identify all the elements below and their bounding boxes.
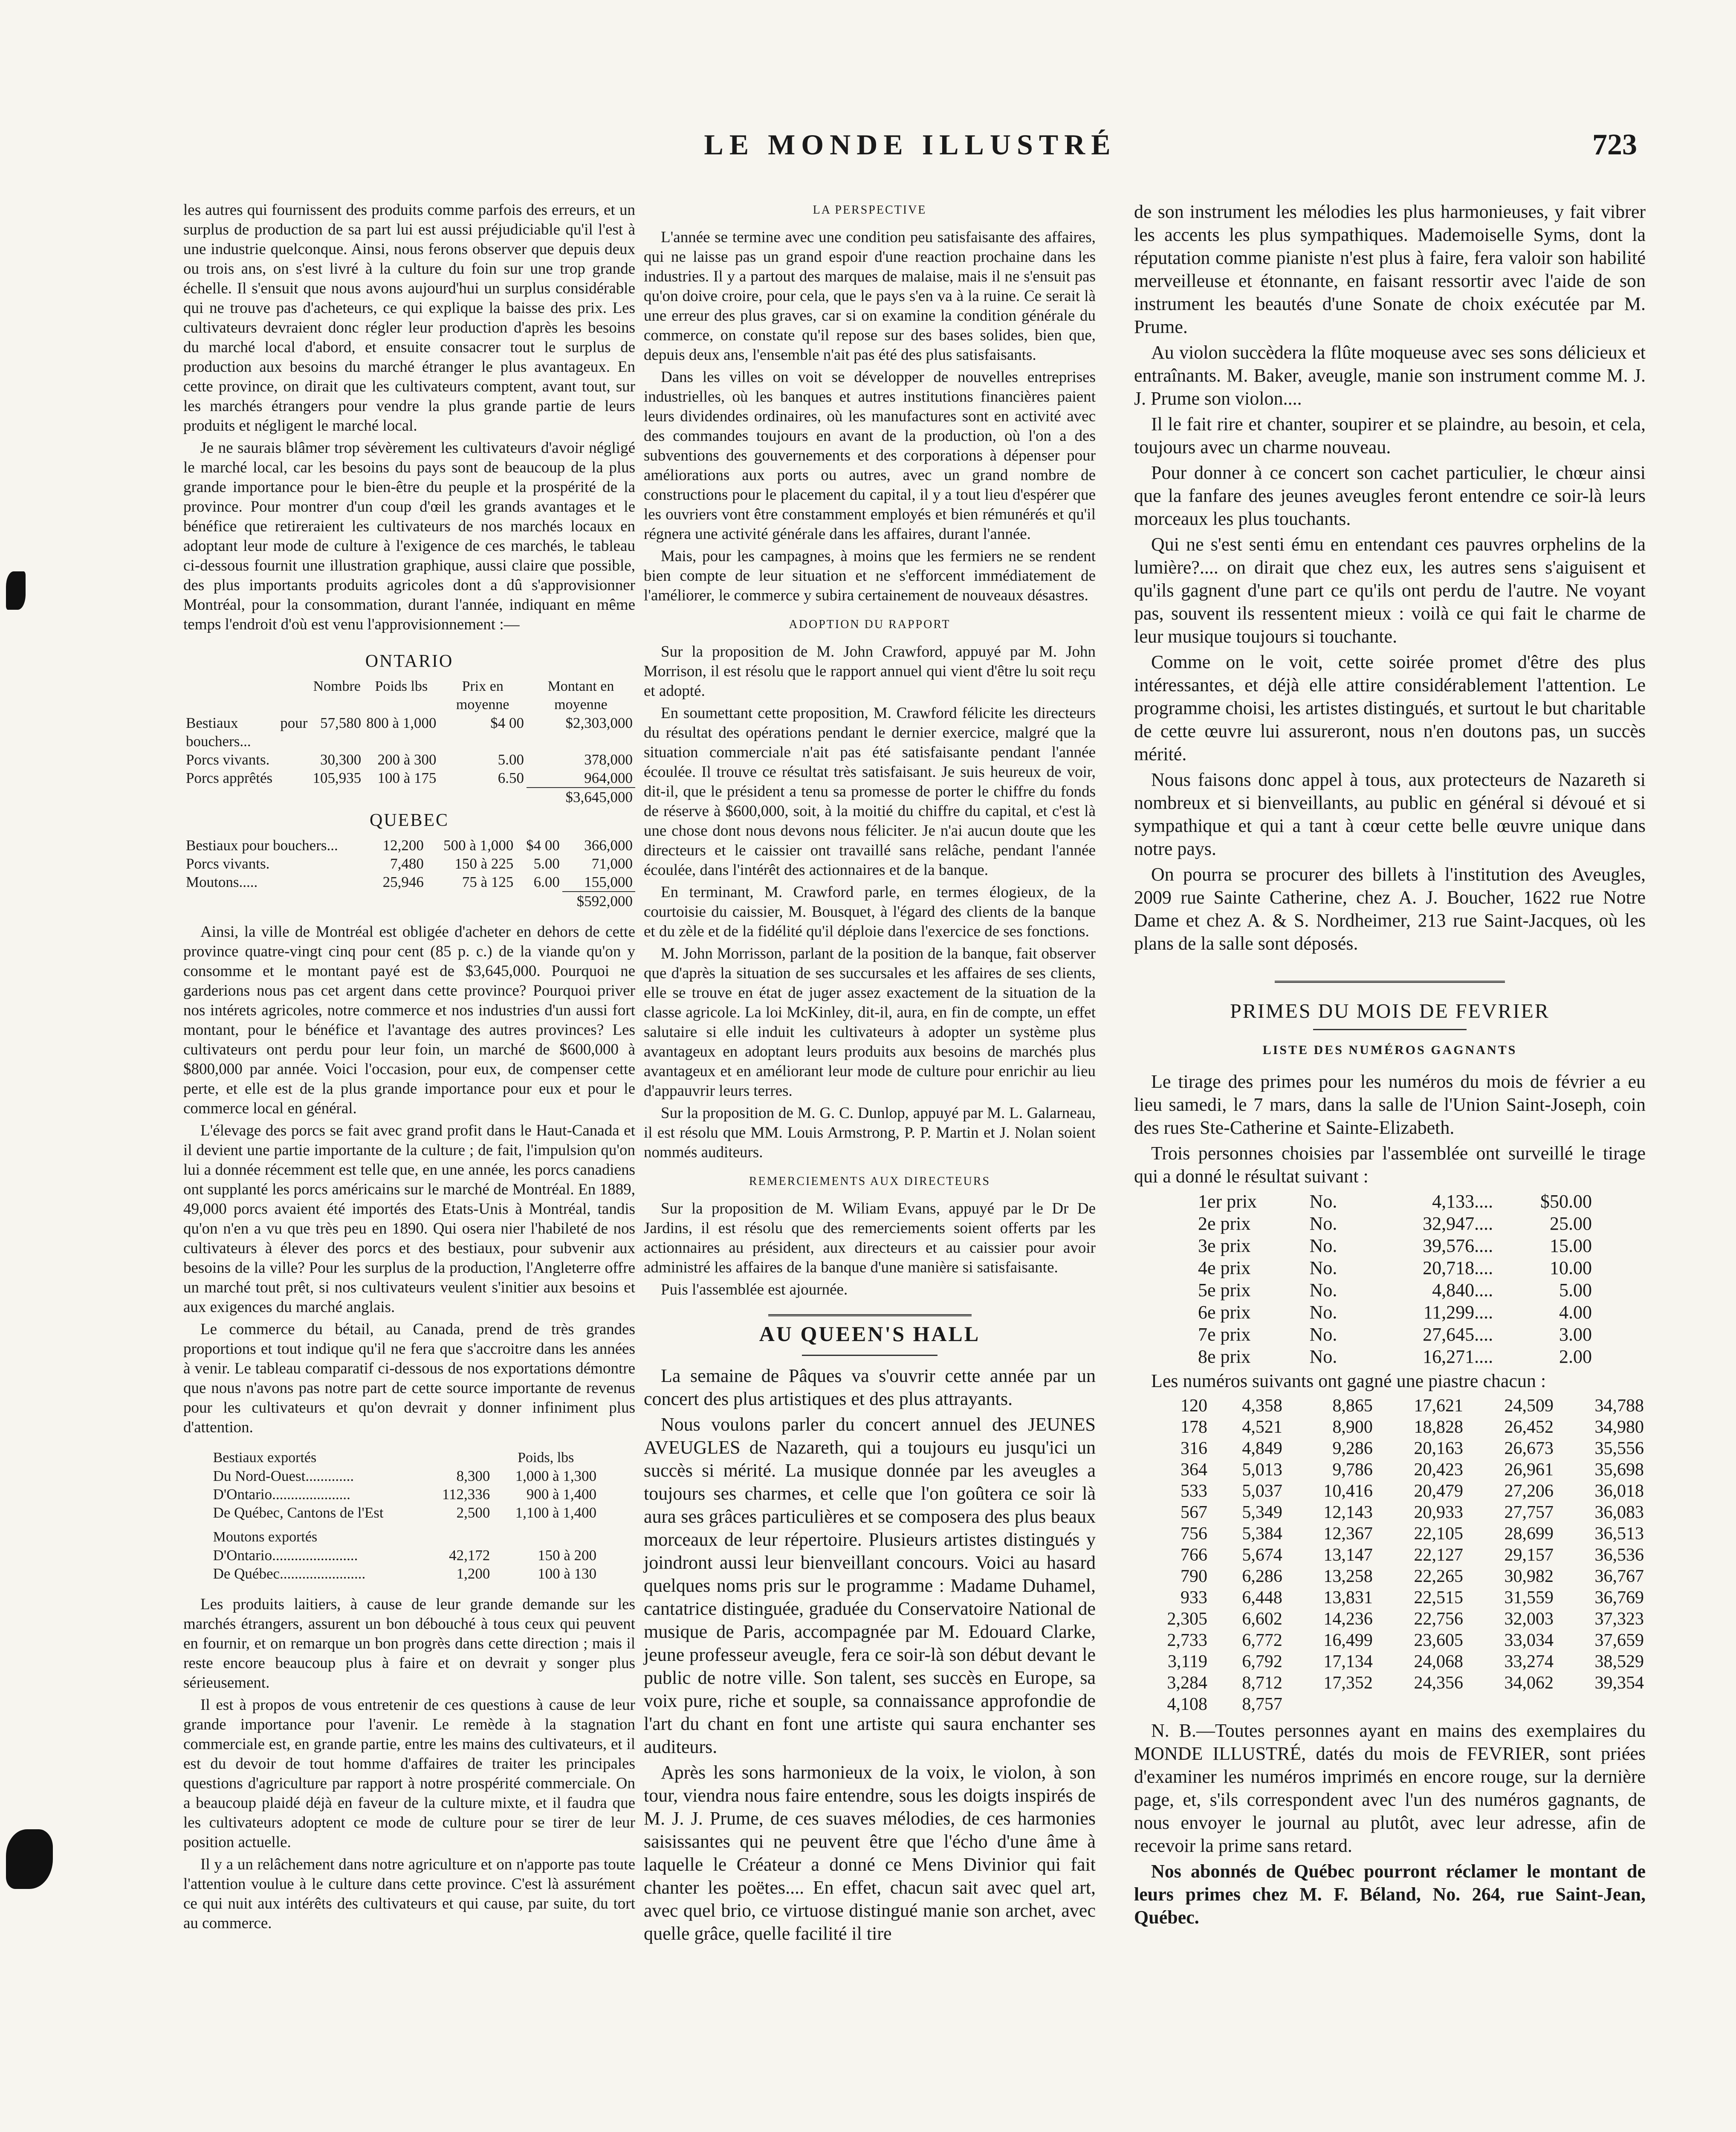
table-cell: 22,265	[1414, 1567, 1463, 1586]
table-cell: 39,576....	[1423, 1235, 1493, 1256]
table-cell: 5,013	[1242, 1460, 1282, 1480]
table-row	[1195, 1324, 1594, 1346]
paragraph: N. B.—Toutes personnes ayant en mains des exemplaires du MONDE ILLUSTRÉ, datés du mois de FEVRIER, sont priées d'examiner les numéros imprimés en encore rouge, sur la dernière page, et, s'ils correspondent avec l'un des numéros gagnants, de nous envoyer le journal au plutôt, avec leur adresse, afin de recevoir la prime sans retard.	[1134, 1720, 1646, 1856]
table-cell: 1er prix	[1198, 1191, 1257, 1212]
table-cell: 10.00	[1550, 1257, 1592, 1278]
page-header	[183, 128, 1637, 171]
table-header: Poids, lbs	[518, 1450, 574, 1466]
table-cell: 34,788	[1594, 1396, 1644, 1416]
section-divider	[1275, 981, 1505, 983]
table-cell: $4 00	[490, 715, 524, 731]
table-cell: Porcs apprêtés	[186, 770, 273, 786]
table-cell: 800 à 1,000	[366, 715, 437, 731]
paragraph: Nous voulons parler du concert annuel des JEUNES AVEUGLES de Nazareth, qui a toujours eu jusqu'ici un succès si mérité. La musique donnée par les aveugles a toujours ses charmes, et celle que l'on goûtera ce soir là aura ses grâces particulières et se composera des plus beaux morceaux de leur répertoire. Plusieurs artistes distingués y joindront aussi leur bienveillant concours. Voici au hasard quelques noms pris sur le programme : Madame Duhamel, cantatrice distinguée, graduée du Conservatoire National de musique de Paris, accompagnée par M. Edouard Clarke, jeune professeur aveugle, fera ce soir-là son début devant le public de notre ville. Son talent, ses succès en Europe, sa voix pure, riche et souple, sa connaissance approfondie de l'art du chant en font une artiste qui saura enchanter ses auditeurs.	[644, 1414, 1096, 1757]
table-cell: 790	[1180, 1567, 1207, 1586]
table-cell: 105,935	[312, 770, 362, 786]
table-row	[1134, 1544, 1646, 1566]
table-cell: Moutons.....	[186, 874, 258, 890]
table-cell: 7,480	[390, 855, 424, 872]
table-header: Prix en moyenne	[456, 678, 509, 713]
table-cell: 2,733	[1167, 1631, 1207, 1650]
table-header: Poids lbs	[375, 678, 428, 694]
section-divider	[768, 1314, 972, 1316]
table-cell: 8,712	[1242, 1673, 1282, 1693]
table-cell: $50.00	[1540, 1191, 1592, 1212]
paragraph: Au violon succèdera la flûte moqueuse avec ses sons délicieux et entraînants. M. Baker, aveugle, manie son instrument comme M. J. J. Prume son violon....	[1134, 342, 1646, 409]
table-cell: 178	[1180, 1417, 1207, 1437]
table-row-total	[183, 892, 635, 910]
table-cell: 37,659	[1594, 1631, 1644, 1650]
paragraph: L'année se termine avec une condition peu satisfaisante des affaires, qui ne laisse pas un grand espoir d'une reaction prochaine dans les industries. Il y a partout des marques de malaise, mais il ne s'ensuit pas qu'on doive croire, pour cela, que le pays s'en va à la ruine. Ce serait là une erreur des plus graves, car si on examine la condition générale du commerce, on constate qu'il repose sur des bases solides, bien que, depuis deux ans, l'ensemble n'ait pas été des plus satisfaisants.	[644, 229, 1096, 364]
table-cell: 24,509	[1504, 1396, 1554, 1416]
table-cell: 3e prix	[1198, 1235, 1251, 1256]
table-header	[183, 677, 310, 714]
table-cell: 38,529	[1594, 1652, 1644, 1671]
table-cell: 32,947....	[1423, 1213, 1493, 1234]
table-header: Montant en moyenne	[547, 678, 614, 713]
table-cell: 33,034	[1504, 1631, 1554, 1650]
paragraph: L'élevage des porcs se fait avec grand profit dans le Haut-Canada et il devient une partie importante de la culture ; de fait, l'impulsion qu'on lui a donnée récemment est telle que, en une année, les porcs canadiens ont supplanté les porcs américains sur le marché de Montréal. En 1889, 49,000 porcs avaient été importés des Etats-Unis à Montréal, tandis qu'on n'en a vu que très peu en 1890. Qui osera nier l'habileté de nos cultivateurs à élever des porcs et des bestiaux, pour subvenir aux besoins de la ville? Pour les surplus de la production, l'Angleterre offre un marché tout prêt, si nos cultivateurs veulent s'initier aux besoins et aux exigences du marché anglais.	[183, 1122, 635, 1316]
table-cell: 6,602	[1242, 1609, 1282, 1629]
table-cell: 31,559	[1504, 1588, 1554, 1608]
table-cell: 500 à 1,000	[443, 837, 514, 854]
table-cell: 30,300	[320, 751, 362, 768]
table-cell: 4,108	[1167, 1695, 1207, 1714]
table-row	[183, 873, 635, 892]
paragraph: Comme on le voit, cette soirée promet d'être des plus intéressantes, et déjà elle attire considérablement l'attention. Le programme choisi, les artistes distingués, et surtout le but charitable de cette œuvre lui assureront, nous n'en doutons pas, un succès mérité.	[1134, 652, 1646, 765]
table-cell: 100 à 130	[538, 1565, 597, 1582]
table-cell: 8e prix	[1198, 1346, 1251, 1367]
table-cell: 20,718....	[1423, 1257, 1493, 1278]
paragraph: La semaine de Pâques va s'ouvrir cette année par un concert des plus artistiques et des plus attrayants.	[644, 1365, 1096, 1409]
paragraph: Trois personnes choisies par l'assemblée ont surveillé le tirage qui a donné le résultat suivant :	[1134, 1143, 1646, 1187]
table-cell: 20,423	[1414, 1460, 1463, 1480]
ink-blot-mark	[6, 571, 26, 610]
table-cell: 4,133....	[1432, 1191, 1493, 1212]
table-row	[1195, 1346, 1594, 1368]
table-cell: 364	[1180, 1460, 1207, 1480]
paragraph: Sur la proposition de M. John Crawford, appuyé par M. John Morrison, il est résolu que le rapport annuel qui vient d'être lu soit reçu et adopté.	[644, 643, 1096, 700]
table-row	[1195, 1213, 1594, 1235]
table-cell: 2e prix	[1198, 1213, 1251, 1234]
table-row	[183, 836, 635, 855]
table-cell: 4,840....	[1432, 1280, 1493, 1301]
table-row	[1134, 1608, 1646, 1630]
paragraph: On pourra se procurer des billets à l'institution des Aveugles, 2009 rue Sainte Catherine, chez A. J. Boucher, 1622 rue Notre Dame et chez A. & S. Nordheimer, 213 rue Saint-Jacques, où les plans de la salle sont déposés.	[1134, 864, 1646, 954]
table-cell: 36,513	[1594, 1524, 1644, 1544]
table-row-total	[183, 788, 635, 806]
table-cell: 36,536	[1594, 1545, 1644, 1565]
table-row	[211, 1485, 599, 1503]
table-cell: 4.00	[1559, 1302, 1592, 1323]
table-cell: 5.00	[533, 855, 560, 872]
table-cell: No.	[1309, 1191, 1337, 1212]
table-cell: 12,143	[1323, 1503, 1373, 1522]
table-cell: 17,621	[1414, 1396, 1463, 1416]
table-cell: 11,299....	[1423, 1302, 1493, 1323]
table-cell: No.	[1309, 1257, 1337, 1278]
table-row	[211, 1564, 599, 1583]
table-cell: 26,452	[1504, 1417, 1554, 1437]
table-cell: 57,580	[320, 715, 362, 731]
table-title-ontario: ONTARIO	[365, 652, 454, 671]
table-cell: 766	[1180, 1545, 1207, 1565]
section-heading: ADOPTION DU RAPPORT	[789, 618, 951, 631]
table-cell: 2.00	[1559, 1346, 1592, 1367]
paragraph: Sur la proposition de M. Wiliam Evans, appuyé par le Dr De Jardins, il est résolu que des remerciements soient offerts par les actionnaires au président, aux directeurs et au caissier pour avoir administré les affaires de la banque d'une manière si satisfaisante.	[644, 1200, 1096, 1276]
table-row	[1195, 1257, 1594, 1279]
table-row	[211, 1546, 599, 1564]
table-row	[1195, 1301, 1594, 1324]
table-cell: 20,479	[1414, 1481, 1463, 1501]
table-cell: 22,105	[1414, 1524, 1463, 1544]
paragraph: Mais, pour les campagnes, à moins que les fermiers ne se rendent bien compte de leur situation et ne s'efforcent immédiatement de l'améliorer, le commerce y subira certainement de nouveaux désastres.	[644, 547, 1096, 604]
paragraph: Le commerce du bétail, au Canada, prend de très grandes proportions et tout indique qu'il ne fera que s'accroitre dans les années à venir. Le tableau comparatif ci-dessous de nos exportations démontre que nous n'avons pas notre part de cette source importante de revenus pour les cultivateurs et qu'on devrait y donner infiniment plus d'attention.	[183, 1321, 635, 1436]
table-cell: No.	[1309, 1302, 1337, 1323]
table-cell: 16,271....	[1423, 1346, 1493, 1367]
table-row	[1134, 1630, 1646, 1651]
table-cell: No.	[1309, 1346, 1337, 1367]
table-row	[1195, 1235, 1594, 1257]
table-cell: 155,000	[584, 874, 633, 890]
table-cell: 8,757	[1242, 1695, 1282, 1714]
table-cell: 2,305	[1167, 1609, 1207, 1629]
table-cell: De Québec.......................	[213, 1565, 366, 1582]
table-cell: 900 à 1,400	[526, 1486, 597, 1503]
table-cell: 34,980	[1594, 1417, 1644, 1437]
table-row	[183, 750, 635, 769]
table-cell: 25.00	[1550, 1213, 1592, 1234]
table-cell: $4 00	[526, 837, 560, 854]
table-cell: 4,521	[1242, 1417, 1282, 1437]
table-cell: 27,757	[1504, 1503, 1554, 1522]
table-cell: 933	[1180, 1588, 1207, 1608]
table-cell: 36,769	[1594, 1588, 1644, 1608]
table-row	[1134, 1459, 1646, 1480]
paragraph: Nos abonnés de Québec pourront réclamer le montant de leurs primes chez M. F. Béland, No. 264, rue Saint-Jean, Québec.	[1134, 1861, 1646, 1928]
ink-blot-mark	[6, 1829, 53, 1889]
paragraph: Il y a un relâchement dans notre agriculture et on n'apporte pas toute l'attention voulue à le culture dans cette province. C'est là assurément ce qui nuit aux intérêts des cultivateurs et qui cause, par suite, du tort au commerce.	[183, 1856, 635, 1932]
table-cell: 36,767	[1594, 1567, 1644, 1586]
table-cell: 4e prix	[1198, 1257, 1251, 1278]
table-row	[1134, 1672, 1646, 1694]
paragraph: Dans les villes on voit se développer de nouvelles entreprises industrielles, où les banques et autres institutions financières paient leurs dividendes ordinaires, où les manufactures sont en activité avec des commandes toujours en avant de la production, où l'on a des subventions des gouvernements et des corporations à dépenser pour améliorations aux ports ou autres, avec un grand nombre de constructions pour le placement du capital, il y a tout lieu d'espérer que les ouvriers vont être constamment employés et bien rémunérés et qu'il régnera une activité générale dans les affaires, durant l'année.	[644, 368, 1096, 543]
table-cell: 112,336	[442, 1486, 490, 1503]
paragraph: Je ne saurais blâmer trop sévèrement les cultivateurs d'avoir négligé le marché local, car les besoins du pays sont de beaucoup de la plus grande importance pour le bien-être du peuple et la prospérité de la province. Pour montrer d'un coup d'œil les grands avantages et le bénéfice que retireraient les cultivateurs de nos marchés locaux en adoptant leur mode de culture à l'exigence de ces marchés, le tableau ci-dessous fournit une illustration graphique, aussi claire que possible, des plus importants produits agricoles dont a dû s'approvisionner Montréal, pour la consommation, durant l'année, indiquant en même temps l'endroit d'où est venu l'approvisionnement :—	[183, 439, 635, 633]
table-cell: 24,356	[1414, 1673, 1463, 1693]
table-cell: 4,849	[1242, 1439, 1282, 1458]
table-cell: No.	[1309, 1213, 1337, 1234]
table-cell: 8,300	[456, 1468, 490, 1484]
table-row	[1134, 1417, 1646, 1438]
table-cell: 5,349	[1242, 1503, 1282, 1522]
table-cell: 13,831	[1323, 1588, 1373, 1608]
table-cell	[1465, 1694, 1555, 1715]
table-cell: 6,448	[1242, 1588, 1282, 1608]
table-cell: 6,286	[1242, 1567, 1282, 1586]
table-cell: 13,258	[1323, 1567, 1373, 1586]
paragraph: Il est à propos de vous entretenir de ces questions à cause de leur grande importance pour l'avenir. Le remède à la stagnation commerciale est, en grande partie, entre les mains des cultivateurs, et il est du devoir de tout homme d'affaires de traiter les principales questions d'agriculture par rapport à notre prospérité commerciale. On a beaucoup plaidé déjà en faveur de la culture mixte, et il faudra que les cultivateurs adoptent ce mode de culture pour se tirer de leur position actuelle.	[183, 1696, 635, 1851]
table-cell: 22,127	[1414, 1545, 1463, 1565]
table-cell: 20,933	[1414, 1503, 1463, 1522]
table-cell: 36,018	[1594, 1481, 1644, 1501]
paragraph: Sur la proposition de M. G. C. Dunlop, appuyé par M. L. Galarneau, il est résolu que MM. Louis Armstrong, P. P. Martin et J. Nolan soient nommés auditeurs.	[644, 1104, 1096, 1161]
table-cell: 9,786	[1332, 1460, 1373, 1480]
paragraph: les autres qui fournissent des produits comme parfois des erreurs, et un surplus de production de sa part lui est aussi préjudiciable qu'il l'est à une industrie quelconque. Ainsi, nous ferons observer que depuis deux ou trois ans, on s'est livré à la culture du foin sur une trop grande échelle. Il s'ensuit que nous avons aujourd'hui un surplus considérable qui ne trouve pas d'acheteurs, ce qui explique la baisse des prix. Les cultivateurs devraient donc régler leur production d'après les besoins du marché local d'abord, et ensuite consacrer tout le surplus de production aux besoins du marché étranger le plus avantageux. En cette province, on dirait que les cultivateurs comptent, avant tout, sur les marchés étrangers pour vendre la plus grande partie de leurs produits et négligent le marché local.	[183, 201, 635, 435]
paragraph: de son instrument les mélodies les plus harmonieuses, y fait vibrer les accents les plus sympathiques. Mademoiselle Syms, dont la réputation comme pianiste n'est plus à faire, fera valoir son habilité merveilleuse et étonnante, en faisant ressortir avec l'aide de son instrument les beautés d'une Sonate de choix exécutée par M. Prume.	[1134, 201, 1646, 337]
table-cell: 5e prix	[1198, 1280, 1251, 1301]
table-row	[1134, 1502, 1646, 1523]
table-cell: 75 à 125	[462, 874, 514, 890]
table-cell: 26,961	[1504, 1460, 1554, 1480]
table-cell: 9,286	[1332, 1439, 1373, 1458]
paragraph: Pour donner à ce concert son cachet particulier, le chœur ainsi que la fanfare des jeunes aveugles feront entendre ce soir-là leurs morceaux les plus touchants.	[1134, 462, 1646, 529]
table-row	[1134, 1587, 1646, 1608]
table-cell: 28,699	[1504, 1524, 1554, 1544]
table-cell: 30,982	[1504, 1567, 1554, 1586]
table-cell: 5.00	[498, 751, 524, 768]
table-row	[1134, 1566, 1646, 1587]
table-cell: 27,645....	[1423, 1324, 1493, 1345]
table-ontario	[183, 677, 635, 806]
table-cell: 15.00	[1550, 1235, 1592, 1256]
paragraph: M. John Morrisson, parlant de la position de la banque, fait observer que d'après la situation de ses succursales et les affaires de ses clients, elle se trouve en état de juger assez exactement de la situation de la classe agricole. La loi McKinley, dit-il, aura, en fin de compte, un effet salutaire si elle induit les cultivateurs à adopter un système plus avantageux en adoptant leurs produits aux besoins de marchés plus avantageux et en améliorant leur mode de culture pour enrichir au lieu d'appauvrir leurs terres.	[644, 945, 1096, 1100]
table-prizes	[1195, 1191, 1594, 1368]
table-cell: 1,100 à 1,400	[515, 1504, 597, 1521]
table-cell: 150 à 200	[538, 1547, 597, 1564]
table-cell: 964,000	[584, 770, 633, 786]
table-cell: 16,499	[1323, 1631, 1373, 1650]
table-cell: 533	[1180, 1481, 1207, 1501]
table-cell: 12,367	[1323, 1524, 1373, 1544]
table-cell: 32,003	[1504, 1609, 1554, 1629]
table-cell: Porcs vivants.	[186, 751, 270, 768]
table-cell: 1,000 à 1,300	[515, 1468, 597, 1484]
table-cell: 24,068	[1414, 1652, 1463, 1671]
table-cell: 17,352	[1323, 1673, 1373, 1693]
table-cell: 29,157	[1504, 1545, 1554, 1565]
table-cell: 3.00	[1559, 1324, 1592, 1345]
table-cell: 8,865	[1332, 1396, 1373, 1416]
table-cell: 27,206	[1504, 1481, 1554, 1501]
table-exports	[211, 1448, 599, 1583]
table-cell: 200 à 300	[377, 751, 437, 768]
paragraph: En soumettant cette proposition, M. Crawford félicite les directeurs du résultat des opérations pendant le dernier exercice, malgré que la situation commerciale n'ait pas été satisfaisante pendant l'année écoulée. Il trouve ce résultat très satisfaisant. Je suis heureux de voir, dit-il, que le président a tenu sa promesse de porter le chiffre du fonds de réserve à $600,000, soit, à la moitié du chiffre du capital, et c'est là une chose dont nous devons nous féliciter. Je n'ai aucun doute que les directeurs et le caissier ont travaillé sans relâche, pendant l'année écoulée, dans l'intérêt des actionnaires et de la banque.	[644, 704, 1096, 879]
table-row	[183, 855, 635, 873]
table-cell: 17,134	[1323, 1652, 1373, 1671]
table-cell: 120	[1180, 1396, 1207, 1416]
paragraph: Ainsi, la ville de Montréal est obligée d'acheter en dehors de cette province quatre-vingt cinq pour cent (85 p. c.) de la viande qu'on y consomme et le montant payé est de $3,645,000. Pourquoi ne garderions nous pas cet argent dans cette province? Pourquoi priver nos intérets agricoles, notre commerce et nos industries d'un aussi fort montant, pour le bénéfice et l'avantage des autres provinces? Les cultivateurs ont perdu pour leur foin, un marché de $600,000 à $800,000 par année. Voici l'occasion, pour eux, de compenser cette perte, et elle est de la plus grande importance pour eux et pour le commerce local en général.	[183, 923, 635, 1117]
table-cell: Porcs vivants.	[186, 855, 270, 872]
table-cell	[1374, 1694, 1465, 1715]
table-row	[1195, 1191, 1594, 1213]
table-cell: 71,000	[591, 855, 633, 872]
table-row	[1134, 1395, 1646, 1417]
table-cell: 1,200	[456, 1565, 490, 1582]
table-cell: No.	[1309, 1280, 1337, 1301]
table-row	[1134, 1651, 1646, 1672]
table-cell: 20,163	[1414, 1439, 1463, 1458]
table-row	[183, 714, 635, 750]
paragraph: Il le fait rire et chanter, soupirer et se plaindre, au besoin, et cela, toujours avec un charme nouveau.	[1134, 414, 1646, 458]
table-cell: 42,172	[449, 1547, 490, 1564]
paragraph: Puis l'assemblée est ajournée.	[661, 1281, 848, 1298]
table-cell: 6,772	[1242, 1631, 1282, 1650]
paragraph: Nous faisons donc appel à tous, aux protecteurs de Nazareth si nombreux et si bienveillants, au public en général si dévoué et si sympathique et qui a tant à cœur cette belle œuvre unique dans notre pays.	[1134, 769, 1646, 859]
table-cell: 25,946	[382, 874, 424, 890]
table-cell: 5.00	[1559, 1280, 1592, 1301]
table-total: $592,000	[562, 892, 635, 910]
table-cell: Bestiaux pour bouchers...	[186, 837, 338, 854]
table-row	[183, 769, 635, 788]
table-cell: 5,674	[1242, 1545, 1282, 1565]
table-cell: D'Ontario.......................	[213, 1547, 358, 1564]
table-cell: No.	[1309, 1235, 1337, 1256]
table-cell: 33,274	[1504, 1652, 1554, 1671]
paragraph: En terminant, M. Crawford parle, en termes élogieux, de la courtoisie du caissier, M. Bousquet, à l'égard des clients de la banque et du zèle et de la fidélité qu'il déploie dans l'exercice de ses fonctions.	[644, 884, 1096, 940]
table-cell: 150 à 225	[454, 855, 514, 872]
table-cell: 366,000	[584, 837, 633, 854]
paragraph: Les produits laitiers, à cause de leur grande demande sur les marchés étrangers, assurent un bon débouché à tous ceux qui peuvent en fournir, et on remarque un bon progrès dans cette direction ; mais il reste encore beaucoup plus à faire et on devrait y songer plus sérieusement.	[183, 1596, 635, 1692]
table-cell: 35,556	[1594, 1439, 1644, 1458]
table-header: Moutons exportés	[213, 1529, 318, 1545]
column-bank-report	[644, 200, 1096, 1948]
table-title-quebec: QUEBEC	[370, 811, 449, 830]
paragraph: Le tirage des primes pour les numéros du mois de février a eu lieu samedi, le 7 mars, dans la salle de l'Union Saint-Joseph, coin des rues Ste-Catherine et Sainte-Elizabeth.	[1134, 1071, 1646, 1138]
table-cell: 12,200	[382, 837, 424, 854]
table-cell: 18,828	[1414, 1417, 1463, 1437]
title-rule	[1313, 1029, 1467, 1030]
paragraph: Les numéros suivants ont gagné une piastre chacun :	[1151, 1370, 1546, 1391]
section-heading: LISTE DES NUMÉROS GAGNANTS	[1262, 1043, 1517, 1057]
table-cell: 756	[1180, 1524, 1207, 1544]
table-row	[1134, 1480, 1646, 1502]
table-cell: 567	[1180, 1503, 1207, 1522]
table-total: $3,645,000	[527, 788, 635, 806]
table-cell: 13,147	[1323, 1545, 1373, 1565]
table-quebec	[183, 836, 635, 910]
table-cell: 2,500	[456, 1504, 490, 1521]
table-cell: $2,303,000	[565, 715, 633, 731]
table-cell: 8,900	[1332, 1417, 1373, 1437]
table-cell: 6,792	[1242, 1652, 1282, 1671]
table-cell: 6.00	[533, 874, 560, 890]
table-header	[427, 1448, 493, 1467]
table-cell: 3,284	[1167, 1673, 1207, 1693]
table-cell: No.	[1309, 1324, 1337, 1345]
table-row	[211, 1503, 599, 1522]
table-cell: 22,515	[1414, 1588, 1463, 1608]
title-rule	[802, 1355, 937, 1356]
section-heading: LA PERSPECTIVE	[813, 203, 927, 217]
table-header: Bestiaux exportés	[213, 1450, 317, 1466]
table-cell: 35,698	[1594, 1460, 1644, 1480]
masthead: LE MONDE ILLUSTRÉ	[704, 128, 1117, 161]
table-cell	[1555, 1694, 1646, 1715]
table-cell	[1284, 1694, 1374, 1715]
table-cell: 14,236	[1323, 1609, 1373, 1629]
table-cell: 37,323	[1594, 1609, 1644, 1629]
table-winning-numbers	[1134, 1395, 1646, 1715]
table-cell: 5,037	[1242, 1481, 1282, 1501]
table-header: Nombre	[313, 678, 361, 694]
table-cell: 34,062	[1504, 1673, 1554, 1693]
table-cell: 22,756	[1414, 1609, 1463, 1629]
article-title: AU QUEEN'S HALL	[759, 1322, 981, 1346]
section-heading: REMERCIEMENTS AUX DIRECTEURS	[749, 1175, 991, 1188]
table-cell: 100 à 175	[377, 770, 437, 786]
table-cell: 23,605	[1414, 1631, 1463, 1650]
table-row	[1134, 1438, 1646, 1459]
paragraph: Après les sons harmonieux de la voix, le violon, à son tour, viendra nous faire entendre, sous les doigts inspirés de M. J. J. Prume, de ces suaves mélodies, de ces harmonies saisissantes qui ne peuvent être que l'écho d'une âme à laquelle le Créateur a donné ce Mens Divinior qui fait chanter les poëtes.... En effet, chacun sait avec quel art, avec quel brio, ce virtuose distingué manie son archet, avec quelle grâce, quelle facilité il tire	[644, 1762, 1096, 1944]
table-row	[1195, 1279, 1594, 1301]
article-title: PRIMES DU MOIS DE FEVRIER	[1230, 1000, 1550, 1023]
table-cell: 316	[1180, 1439, 1207, 1458]
table-cell: 39,354	[1594, 1673, 1644, 1693]
table-cell: 26,673	[1504, 1439, 1554, 1458]
table-cell: 10,416	[1323, 1481, 1373, 1501]
column-concert-and-prizes	[1134, 200, 1646, 1932]
table-cell: 378,000	[584, 751, 633, 768]
table-cell: 3,119	[1168, 1652, 1207, 1671]
table-cell: 4,358	[1242, 1396, 1282, 1416]
column-agriculture	[183, 200, 635, 1936]
table-cell: Du Nord-Ouest.............	[213, 1468, 354, 1484]
table-row	[1134, 1523, 1646, 1544]
table-cell: 7e prix	[1198, 1324, 1251, 1345]
table-row	[1134, 1694, 1646, 1715]
table-cell: 5,384	[1242, 1524, 1282, 1544]
page-number: 723	[1592, 128, 1637, 161]
table-cell: De Québec, Cantons de l'Est	[213, 1504, 384, 1521]
table-cell: D'Ontario.....................	[213, 1486, 350, 1503]
table-cell: 6.50	[498, 770, 524, 786]
table-cell: 6e prix	[1198, 1302, 1251, 1323]
paragraph: Qui ne s'est senti ému en entendant ces pauvres orphelins de la lumière?.... on dirait que chez eux, les autres sens s'aiguisent et qu'ils gagnent d'une part ce qu'ils ont perdu de l'autre. Ne voyant pas, souvent ils ressentent mieux : voilà ce qui fait le charme de leur musique toujours si touchante.	[1134, 534, 1646, 647]
table-row	[211, 1467, 599, 1485]
table-cell: 36,083	[1594, 1503, 1644, 1522]
table-cell: Bestiaux pour bouchers...	[186, 715, 308, 750]
